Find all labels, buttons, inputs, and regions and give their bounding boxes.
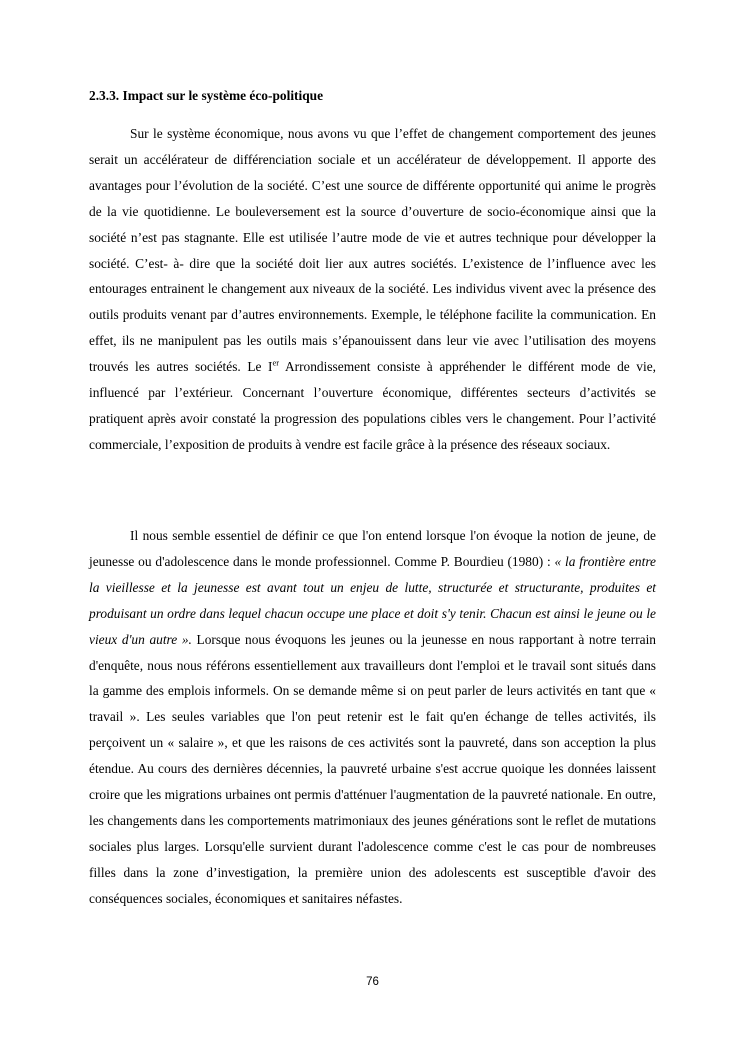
page-number: 76 <box>366 976 379 988</box>
section-heading: 2.3.3. Impact sur le système éco-politique <box>89 88 324 103</box>
paragraph-text: Arrondissement consiste à appréhender le différent mode de vie, influencé par l’extérieur. Concernant l’ouverture économique, différentes secteurs d’activités se pratiquent après avoir constaté la progression des populations cibles vers le changement. Pour l’activité commerciale, l’exposition de produits à vendre est facile grâce à la présence des réseaux sociaux. <box>89 359 656 452</box>
paragraph-text: Sur le système économique, nous avons vu que l’effet de changement comportement des jeunes serait un accélérateur de différenciation sociale et un accélérateur de développement. Il apporte des avantages pour l’évolution de la société. C’est une source de différente opportunité qui anime le progrès de la vie quotidienne. Le bouleversement est la source d’ouverture de socio-économique ainsi que la société n’est pas stagnante. Elle est utilisée l’autre mode de vie et autres technique pour développer la société. C’est- à- dire que la société doit lier aux autres sociétés. L’existence de l’influence avec les entourages entrainent le changement aux niveaux de la société. Les individus vivent avec la présence des outils produits venant par d’autres environnements. Exemple, le téléphone facilite la communication. En effet, ils ne manipulent pas les outils mais s’épanouissent dans leur vie avec l’utilisation des moyens trouvés les autres sociétés. Le I <box>89 126 656 375</box>
paragraph-economic-impact <box>89 121 656 458</box>
paragraph-youth-definition <box>89 523 656 912</box>
paragraph-text: Il nous semble essentiel de définir ce que l'on entend lorsque l'on évoque la notion de jeune, de jeunesse ou d'adolescence dans le monde professionnel. Comme P. Bourdieu (1980) : <box>89 528 656 569</box>
ordinal-superscript: er <box>272 357 280 368</box>
bourdieu-quote: « la frontière entre la vieillesse et la jeunesse est avant tout un enjeu de lutte, structurée et structurante, produites et produisant un ordre dans lequel chacun occupe une place et doit s'y tenir. Chacun est ainsi le jeune ou le vieux d'un autre ». <box>89 553 656 647</box>
paragraph-text: Lorsque nous évoquons les jeunes ou la jeunesse en nous rapportant à notre terrain d'enquête, nous nous référons essentiellement aux travailleurs dont l'emploi et le travail sont situés dans la gamme des emplois informels. On se demande même si on peut parler de leurs activités en tant que « travail ». Les seules variables que l'on peut retenir est le fait qu'en échange de telles activités, ils perçoivent un « salaire », et que les raisons de ces activités sont la pauvreté, dans son acception la plus étendue. Au cours des dernières décennies, la pauvreté urbaine s'est accrue quoique les données laissent croire que les migrations urbaines ont permis d'atténuer l'augmentation de la pauvreté nationale. En outre, les changements dans les comportements matrimoniaux des jeunes générations sont le reflet de mutations sociales plus larges. Lorsqu'elle survient durant l'adolescence comme c'est le cas pour de nombreuses filles dans la zone d’investigation, la première union des adolescents est susceptible d'avoir des conséquences sociales, économiques et sanitaires néfastes. <box>89 631 656 906</box>
